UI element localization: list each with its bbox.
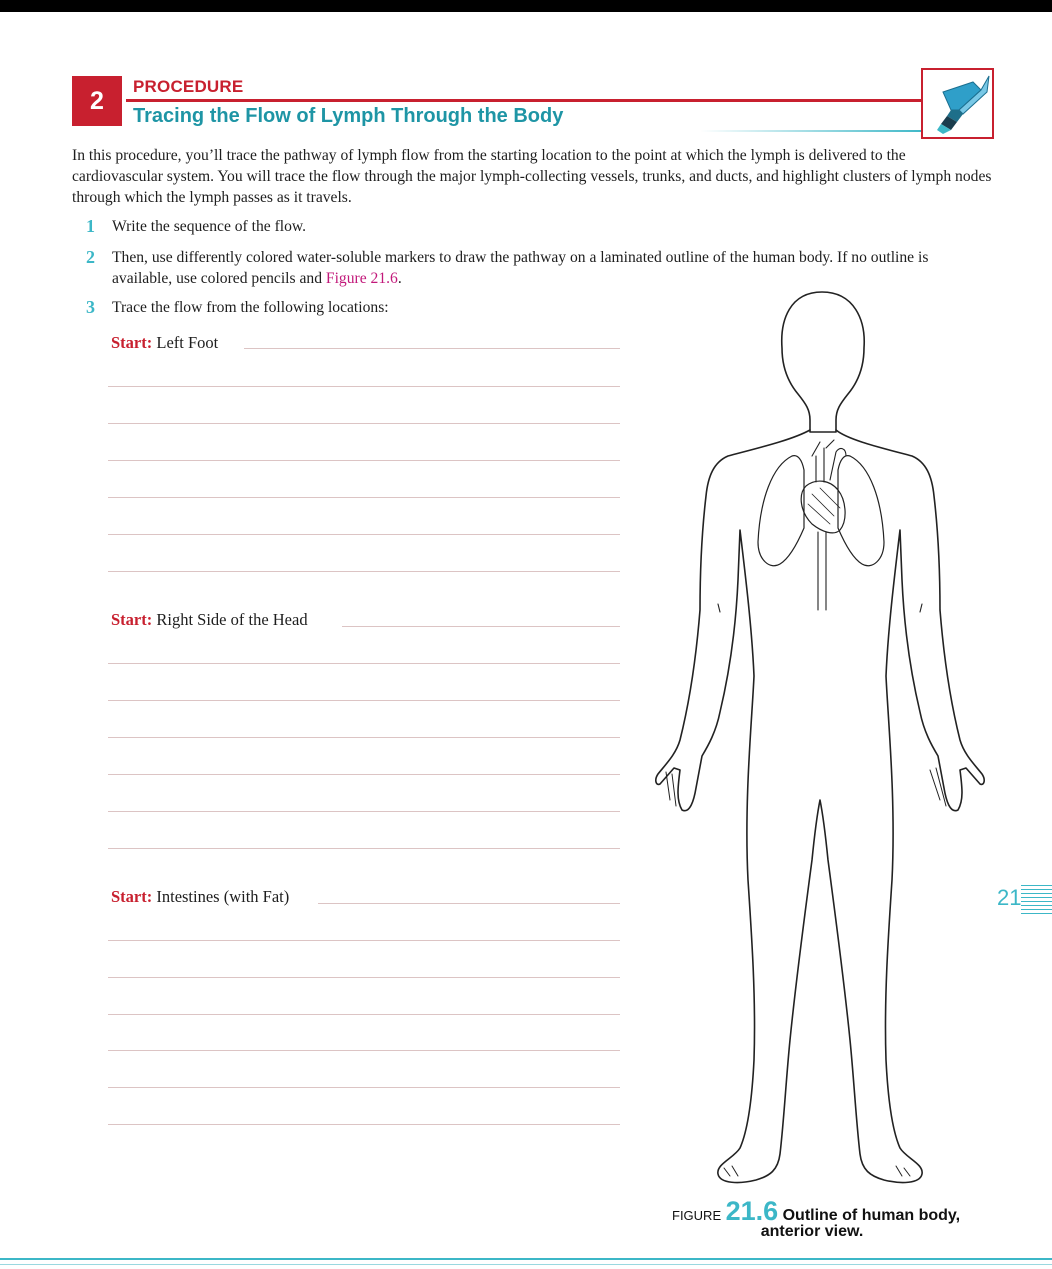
highlighter-marker-icon	[921, 68, 994, 139]
answer-line[interactable]	[108, 534, 620, 535]
start-right-side-head	[111, 610, 308, 630]
start-location: Intestines (with Fat)	[156, 887, 290, 906]
procedure-label: PROCEDURE	[133, 77, 244, 96]
answer-line[interactable]	[108, 460, 620, 461]
answer-line[interactable]	[318, 903, 620, 904]
answer-line[interactable]	[108, 663, 620, 664]
answer-line[interactable]	[108, 423, 620, 424]
start-intestines	[111, 887, 289, 907]
answer-line[interactable]	[108, 737, 620, 738]
start-label: Start:	[111, 333, 153, 352]
intro-paragraph: In this procedure, you’ll trace the pathway of lymph flow from the starting location to the point at which the lymph is delivered to the cardiovascular system. You will trace the flow through the major lymph-collecting vessels, trunks, and ducts, and highlight clusters of lymph nodes through which the lymph passes as it travels.	[72, 147, 992, 206]
header-teal-rule	[700, 130, 926, 132]
answer-line[interactable]	[108, 774, 620, 775]
answer-line[interactable]	[108, 1014, 620, 1015]
step-text: Trace the flow from the following locations:	[112, 299, 389, 316]
figure-caption-line1: Outline of human body,	[782, 1207, 961, 1224]
procedure-number-badge: 2	[72, 76, 122, 126]
bottom-rule-secondary	[0, 1264, 1052, 1265]
procedure-title: Tracing the Flow of Lymph Through the Body	[133, 105, 564, 127]
chapter-tab: 21	[997, 885, 1022, 910]
answer-line[interactable]	[244, 348, 620, 349]
step-number: 3	[86, 297, 95, 317]
start-label: Start:	[111, 887, 153, 906]
chapter-tab-lines	[1021, 885, 1052, 917]
answer-line[interactable]	[108, 977, 620, 978]
start-label: Start:	[111, 610, 153, 629]
bottom-rule	[0, 1258, 1052, 1260]
figure-number: 21.6	[725, 1196, 779, 1226]
header-red-rule	[126, 99, 926, 102]
step-text: Write the sequence of the flow.	[112, 218, 307, 235]
figure-caption-line2: anterior view.	[760, 1223, 864, 1240]
answer-line[interactable]	[108, 940, 620, 941]
step-text: Then, use differently colored water-soluble markers to draw the pathway on a laminated outline of the human body. If no outline is available, use colored pencils and	[112, 249, 929, 287]
figure-caption	[672, 1196, 992, 1241]
answer-line[interactable]	[342, 626, 620, 627]
start-location: Left Foot	[156, 333, 219, 352]
top-border	[0, 0, 1052, 12]
step-number: 2	[86, 247, 95, 267]
figure-link[interactable]: Figure 21.6	[325, 270, 398, 287]
step-number: 1	[86, 216, 95, 236]
answer-line[interactable]	[108, 386, 620, 387]
answer-line[interactable]	[108, 571, 620, 572]
start-location: Right Side of the Head	[156, 610, 308, 629]
answer-line[interactable]	[108, 811, 620, 812]
start-left-foot	[111, 333, 218, 353]
answer-line[interactable]	[108, 497, 620, 498]
step-text-end: .	[397, 270, 402, 287]
answer-line[interactable]	[108, 1087, 620, 1088]
answer-line[interactable]	[108, 1050, 620, 1051]
human-body-outline	[640, 280, 1000, 1200]
answer-line[interactable]	[108, 700, 620, 701]
answer-line[interactable]	[108, 1124, 620, 1125]
answer-line[interactable]	[108, 848, 620, 849]
figure-word: FIGURE	[672, 1208, 722, 1223]
